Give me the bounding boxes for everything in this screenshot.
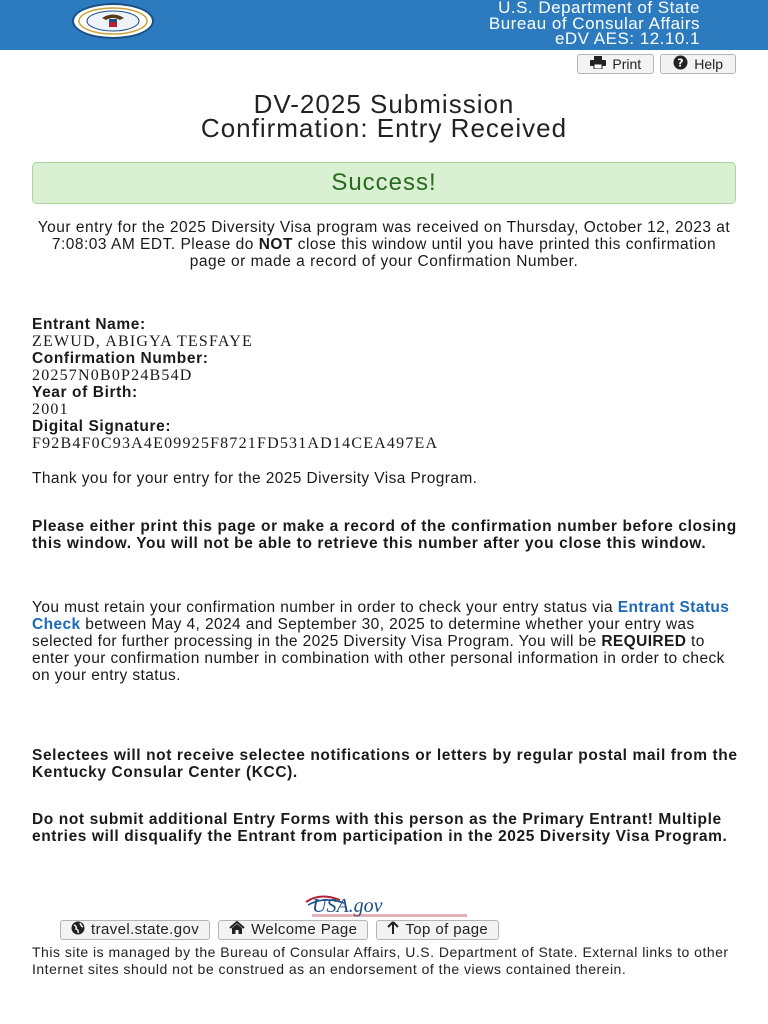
header-version: eDV AES: 12.10.1 — [554, 29, 700, 48]
intro-not-emphasis: NOT — [258, 236, 293, 253]
success-alert — [32, 162, 736, 204]
required-emphasis: REQUIRED — [601, 633, 687, 650]
retain-text-part2: between May 4, 2024 and September 30, 2025 to determine whether your entry was selected for further processing in the 2025 Diversity Visa Program. You will be — [32, 616, 695, 650]
thank-you-paragraph: Thank you for your entry for the 2025 Diversity Visa Program. — [32, 470, 478, 487]
entrant-details — [32, 316, 742, 452]
welcome-page-button[interactable] — [218, 920, 368, 940]
travel-state-gov-label: travel.state.gov — [91, 921, 200, 938]
printer-icon — [590, 55, 606, 73]
help-button[interactable] — [660, 54, 736, 74]
usa-gov-logo-text: USA.gov — [312, 895, 383, 917]
print-button[interactable] — [577, 54, 654, 74]
retain-paragraph — [32, 599, 742, 684]
header-bureau: Bureau of Consular Affairs — [488, 13, 700, 33]
year-of-birth-value: 2001 — [32, 401, 69, 418]
print-button-label: Print — [612, 56, 642, 72]
top-of-page-button[interactable] — [376, 920, 499, 940]
page-title-line1: DV-2025 Submission — [253, 89, 515, 119]
footer-navigation — [60, 920, 499, 940]
header-titles — [489, 0, 700, 47]
svg-text:?: ? — [677, 56, 684, 69]
travel-state-gov-button[interactable] — [60, 920, 210, 940]
welcome-page-label: Welcome Page — [251, 921, 358, 938]
entrant-status-check-link[interactable]: Entrant Status Check — [32, 599, 730, 633]
header-department: U.S. Department of State — [498, 0, 700, 17]
usa-gov-logo[interactable] — [300, 892, 470, 918]
success-text: Success! — [331, 169, 437, 196]
print-warning-paragraph: Please either print this page or make a record of the confirmation number before closing this window. You will not be able to retrieve this number after you close this window. — [32, 518, 737, 552]
retain-text-part1: You must retain your confirmation number in order to check your entry status via — [32, 599, 618, 616]
digital-signature-label: Digital Signature: — [32, 418, 172, 435]
entrant-name-value: ZEWUD, ABIGYA TESFAYE — [32, 333, 253, 350]
intro-text-part1: Your entry for the 2025 Diversity Visa program was received on Thursday, October 12, 2023 at 7:08:03 AM EDT. Please do — [37, 219, 731, 253]
globe-icon — [71, 921, 85, 940]
page-title-line2: Confirmation: Entry Received — [200, 113, 568, 143]
home-icon — [229, 921, 245, 940]
confirmation-number-label: Confirmation Number: — [32, 350, 209, 367]
year-of-birth-label: Year of Birth: — [32, 384, 138, 401]
entrant-name-label: Entrant Name: — [32, 316, 146, 333]
selectees-paragraph: Selectees will not receive selectee notifications or letters by regular postal mail from the Kentucky Consular Center (KCC). — [32, 747, 738, 781]
intro-text-part2: close this window until you have printed this confirmation page or made a record of your Confirmation Number. — [189, 236, 717, 270]
retain-text-part3: to enter your confirmation number in combination with other personal information in order to check on your entry status. — [32, 633, 725, 684]
help-button-label: Help — [694, 56, 723, 72]
site-header — [0, 0, 768, 50]
question-circle-icon — [673, 55, 688, 74]
arrow-up-icon — [387, 921, 399, 940]
top-of-page-label: Top of page — [405, 921, 489, 938]
intro-paragraph — [32, 219, 736, 270]
digital-signature-value: F92B4F0C93A4E09925F8721FD531AD14CEA497EA — [32, 435, 439, 452]
confirmation-number-value: 20257N0B0P24B54D — [32, 367, 193, 384]
no-additional-entries-paragraph: Do not submit additional Entry Forms with this person as the Primary Entrant! Multiple entries will disqualify the Entrant from participation in the 2025 Diversity Visa Program. — [32, 811, 728, 845]
toolbar — [577, 54, 736, 74]
state-department-seal-icon — [72, 3, 154, 39]
page-title — [0, 89, 768, 143]
footer-disclaimer: This site is managed by the Bureau of Consular Affairs, U.S. Department of State. External links to other Internet sites should not be construed as an endorsement of the views contained therein. — [32, 944, 729, 977]
